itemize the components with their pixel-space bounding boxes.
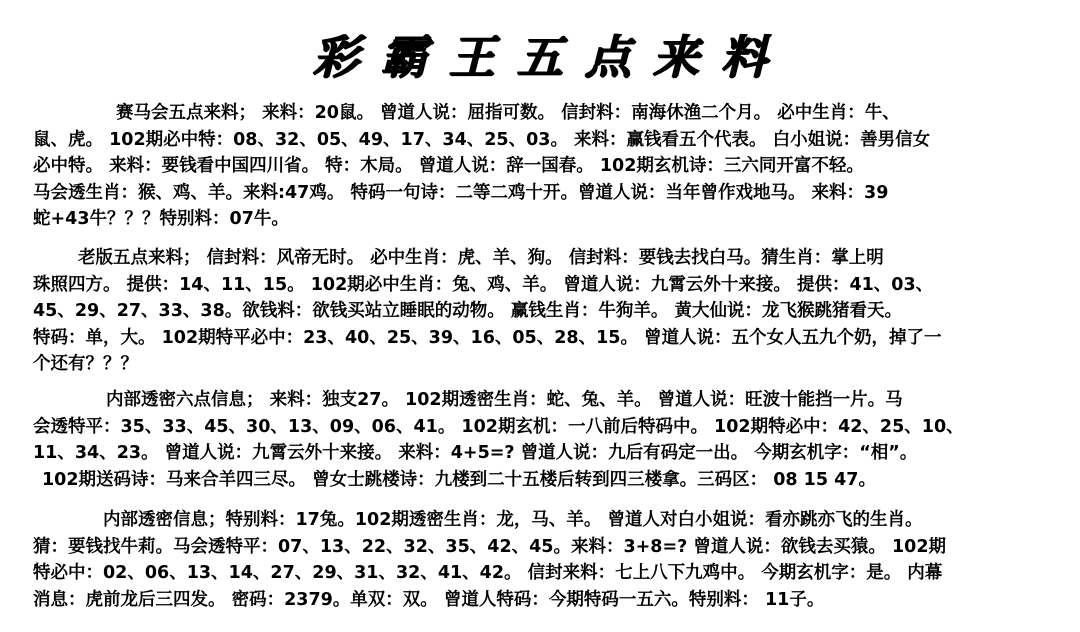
text-line: 猜：要钱找牛莉。马会透特平：07、13、22、32、35、42、45。来料：3+8=? 曾道人说：欲钱去买猿。 102期 bbox=[33, 536, 947, 557]
text-line: 个还有？？？ bbox=[33, 354, 138, 374]
text-line: 珠照四方。 提供：14、11、15。 102期必中生肖：兔、鸡、羊。 曾道人说：九霄云外十来接。 提供：41、03、 bbox=[33, 274, 934, 295]
text-line: 消息：虎前龙后三四发。 密码：2379。单双：双。 曾道人特码：今期特码一五六。特别料： 11子。 bbox=[33, 589, 825, 610]
text-line: 内部透密信息；特别料：17兔。102期透密生肖：龙，马、羊。 曾道人对白小姐说：看亦跳亦飞的生肖。 bbox=[103, 510, 923, 530]
text-line: 内部透密六点信息； 来料：独支27。 102期透密生肖：蛇、兔、羊。 曾道人说：旺波十能挡一片。马 bbox=[106, 390, 903, 410]
text-line: 老版五点来料； 信封料：风帝无时。 必中生肖：虎、羊、狗。 信封料：要钱去找白马。猜生肖：掌上明 bbox=[78, 248, 884, 268]
paragraph-saimahui bbox=[0, 100, 1080, 233]
paragraph-laoban bbox=[0, 245, 1080, 378]
text-line: 蛇+43牛？？？特别料：07牛。 bbox=[33, 209, 289, 229]
text-line: 特码：单，大。 102期特平必中：23、40、25、39、16、05、28、15。 曾道人说：五个女人五九个奶，掉了一 bbox=[33, 327, 942, 348]
text-line: 会透特平：35、33、45、30、13、09、06、41。 102期玄机：一八前后特码中。 102期特必中：42、25、10、 bbox=[33, 416, 964, 437]
paragraph-neibu-liudian bbox=[0, 387, 1080, 493]
page-title: 彩霸王五点来料 bbox=[313, 30, 789, 84]
text-line: 鼠、虎。 102期必中特：08、32、05、49、17、34、25、03。 来料：赢钱看五个代表。 白小姐说：善男信女 bbox=[33, 129, 931, 150]
text-line: 45、29、27、33、38。欲钱料：欲钱买站立睡眠的动物。 赢钱生肖：牛狗羊。 黄大仙说：龙飞猴跳猪看天。 bbox=[33, 301, 902, 321]
text-line: 特必中：02、06、13、14、27、29、31、32、41、42。 信封来料：七上八下九鸡中。 今期玄机字：是。 内幕 bbox=[33, 563, 943, 583]
text-line: 102期送码诗：马来合羊四三尽。 曾女士跳楼诗：九楼到二十五楼后转到四三楼拿。三码区： 08 15 47。 bbox=[42, 469, 876, 490]
text-line: 赛马会五点来料； 来料：20鼠。 曾道人说：屈指可数。 信封料：南海休渔二个月。 必中生肖：牛、 bbox=[116, 103, 900, 123]
text-line: 必中特。 来料：要钱看中国四川省。 特：木局。 曾道人说：辞一国春。 102期玄机诗：三六同开富不轻。 bbox=[33, 156, 864, 176]
paragraph-neibu-xinxi bbox=[0, 507, 1080, 613]
text-line: 11、34、23。 曾道人说：九霄云外十来接。 来料：4+5=? 曾道人说：九后有码定一出。 今期玄机字：“相”。 bbox=[33, 443, 918, 463]
text-line: 马会透生肖：猴、鸡、羊。来料:47鸡。 特码一句诗：二等二鸡十开。曾道人说：当年曾作戏地马。 来料：39 bbox=[33, 182, 889, 203]
